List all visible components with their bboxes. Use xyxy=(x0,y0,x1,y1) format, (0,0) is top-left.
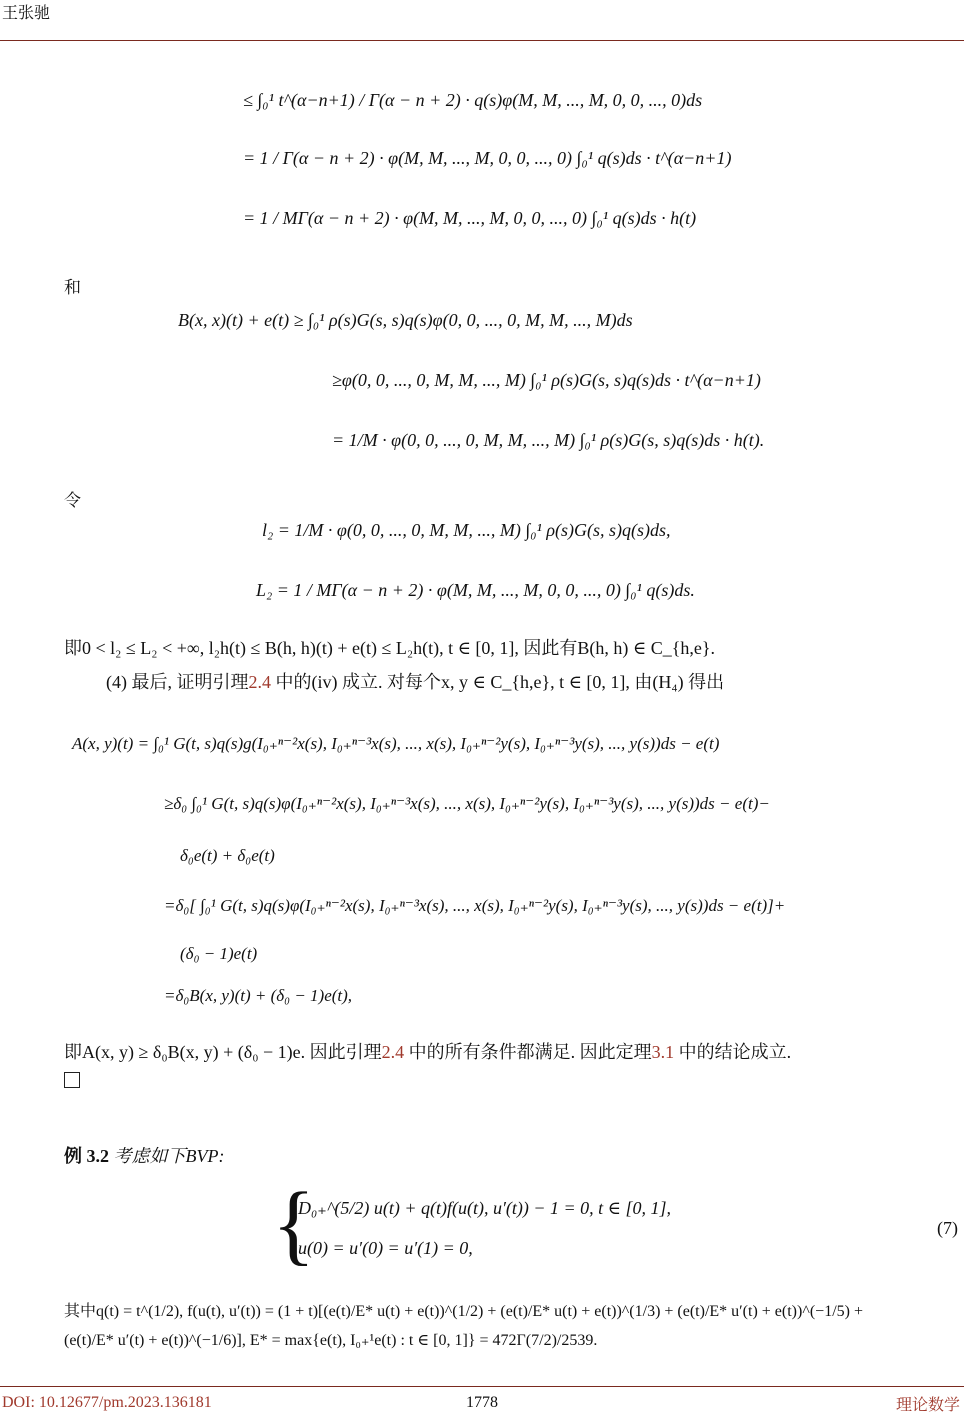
eq-L2-definition: L₂ = 1 / MΓ(α − n + 2) · φ(M, M, ..., M, 0, 0, ..., 0) ∫₀¹ q(s)ds. xyxy=(256,580,695,600)
step4-prefix: (4) 最后, 证明引理 xyxy=(106,672,249,692)
page-header xyxy=(0,0,964,41)
eq-block4-line1: A(x, y)(t) = ∫₀¹ G(t, s)q(s)g(I₀₊ⁿ⁻²x(s), I₀₊ⁿ⁻³x(s), ..., x(s), I₀₊ⁿ⁻²y(s), I₀₊ⁿ⁻³y(s), ..., y(s))ds − e(t) xyxy=(72,734,720,753)
header-author: 王张驰 xyxy=(2,3,51,22)
eq-block2-line1: B(x, x)(t) + e(t) ≥ ∫₀¹ ρ(s)G(s, s)q(s)φ(0, 0, ..., 0, M, M, ..., M)ds xyxy=(178,310,633,330)
qed-square-icon xyxy=(64,1072,80,1088)
eq-block4-line2: ≥δ₀ ∫₀¹ G(t, s)q(s)φ(I₀₊ⁿ⁻²x(s), I₀₊ⁿ⁻³x(s), ..., x(s), I₀₊ⁿ⁻²y(s), I₀₊ⁿ⁻³y(s), ..., y(s))ds − e(t)− xyxy=(164,794,770,813)
text-he: 和 xyxy=(64,278,81,298)
paragraph-conclusion xyxy=(64,1038,791,1064)
bvp-equation-1: D₀₊^(5/2) u(t) + q(t)f(u(t), u′(t)) − 1 = 0, t ∈ [0, 1], xyxy=(298,1198,671,1218)
page-footer-rule xyxy=(0,1386,964,1387)
footer-page-number: 1778 xyxy=(466,1394,498,1411)
example-text: 考虑如下BVP: xyxy=(113,1146,225,1166)
equation-number: (7) xyxy=(937,1218,958,1238)
eq-block1-line2: = 1 / Γ(α − n + 2) · φ(M, M, ..., M, 0, 0, ..., 0) ∫₀¹ q(s)ds · t^(α−n+1) xyxy=(243,148,732,168)
eq-block4-line4: =δ₀[ ∫₀¹ G(t, s)q(s)φ(I₀₊ⁿ⁻²x(s), I₀₊ⁿ⁻³x(s), ..., x(s), I₀₊ⁿ⁻²y(s), I₀₊ⁿ⁻³y(s), ..., y(s))ds − e(t)]+ xyxy=(164,896,786,915)
lemma-link-2[interactable]: 2.4 xyxy=(381,1042,405,1062)
eq-l2-definition: l₂ = 1/M · φ(0, 0, ..., 0, M, M, ..., M) ∫₀¹ ρ(s)G(s, s)q(s)ds, xyxy=(262,520,671,540)
conclusion-c: 中的结论成立. xyxy=(674,1042,792,1062)
eq-block4-line5: (δ₀ − 1)e(t) xyxy=(180,944,258,963)
eq-block2-line2: ≥φ(0, 0, ..., 0, M, M, ..., M) ∫₀¹ ρ(s)G(s, s)q(s)ds · t^(α−n+1) xyxy=(332,370,761,390)
left-brace-icon: { xyxy=(272,1175,316,1274)
conclusion-b: 中的所有条件都满足. 因此定理 xyxy=(404,1042,652,1062)
eq-block4-line3: δ₀e(t) + δ₀e(t) xyxy=(180,846,275,865)
step4-suffix: 中的(iv) 成立. 对每个x, y ∈ C_{h,e}, t ∈ [0, 1], 由(H₄) 得出 xyxy=(271,672,725,692)
footer-journal[interactable]: 理论数学 xyxy=(895,1395,960,1414)
paragraph-step4 xyxy=(106,668,724,694)
theorem-link[interactable]: 3.1 xyxy=(651,1042,675,1062)
eq-block1-line3: = 1 / MΓ(α − n + 2) · φ(M, M, ..., M, 0, 0, ..., 0) ∫₀¹ q(s)ds · h(t) xyxy=(243,208,697,228)
example-heading xyxy=(64,1142,224,1168)
eq-block1-line1: ≤ ∫₀¹ t^(α−n+1) / Γ(α − n + 2) · q(s)φ(M, M, ..., M, 0, 0, ..., 0)ds xyxy=(243,90,703,110)
eq-block4-line6: =δ₀B(x, y)(t) + (δ₀ − 1)e(t), xyxy=(164,986,353,1005)
eq-block2-line3: = 1/M · φ(0, 0, ..., 0, M, M, ..., M) ∫₀¹ ρ(s)G(s, s)q(s)ds · h(t). xyxy=(332,430,765,450)
text-ling: 令 xyxy=(64,491,81,511)
conclusion-a: 即A(x, y) ≥ δ₀B(x, y) + (δ₀ − 1)e. 因此引理 xyxy=(64,1042,382,1062)
example-label: 例 3.2 xyxy=(64,1146,109,1166)
lemma-link[interactable]: 2.4 xyxy=(248,672,271,692)
bvp-equation-2: u(0) = u′(0) = u′(1) = 0, xyxy=(298,1238,473,1258)
paragraph-definitions-line2: (e(t)/E* u′(t) + e(t))^(−1/6)], E* = max{e(t), I₀₊¹e(t) : t ∈ [0, 1]} = 472Γ(7/2)/2539. xyxy=(64,1332,598,1349)
paragraph-definitions-line1: 其中q(t) = t^(1/2), f(u(t), u′(t)) = (1 + t)[(e(t)/E* u(t) + e(t))^(1/2) + (e(t)/E* u(t) + e(t))^(1/3) + (e(t)/E* u′(t) + e(t))^(−1/5) + xyxy=(64,1303,863,1320)
footer-doi[interactable]: DOI: 10.12677/pm.2023.136181 xyxy=(2,1394,212,1411)
paragraph-bounds: 即0 < l₂ ≤ L₂ < +∞, l₂h(t) ≤ B(h, h)(t) + e(t) ≤ L₂h(t), t ∈ [0, 1], 因此有B(h, h) ∈ C_{h,e}. xyxy=(64,638,716,658)
